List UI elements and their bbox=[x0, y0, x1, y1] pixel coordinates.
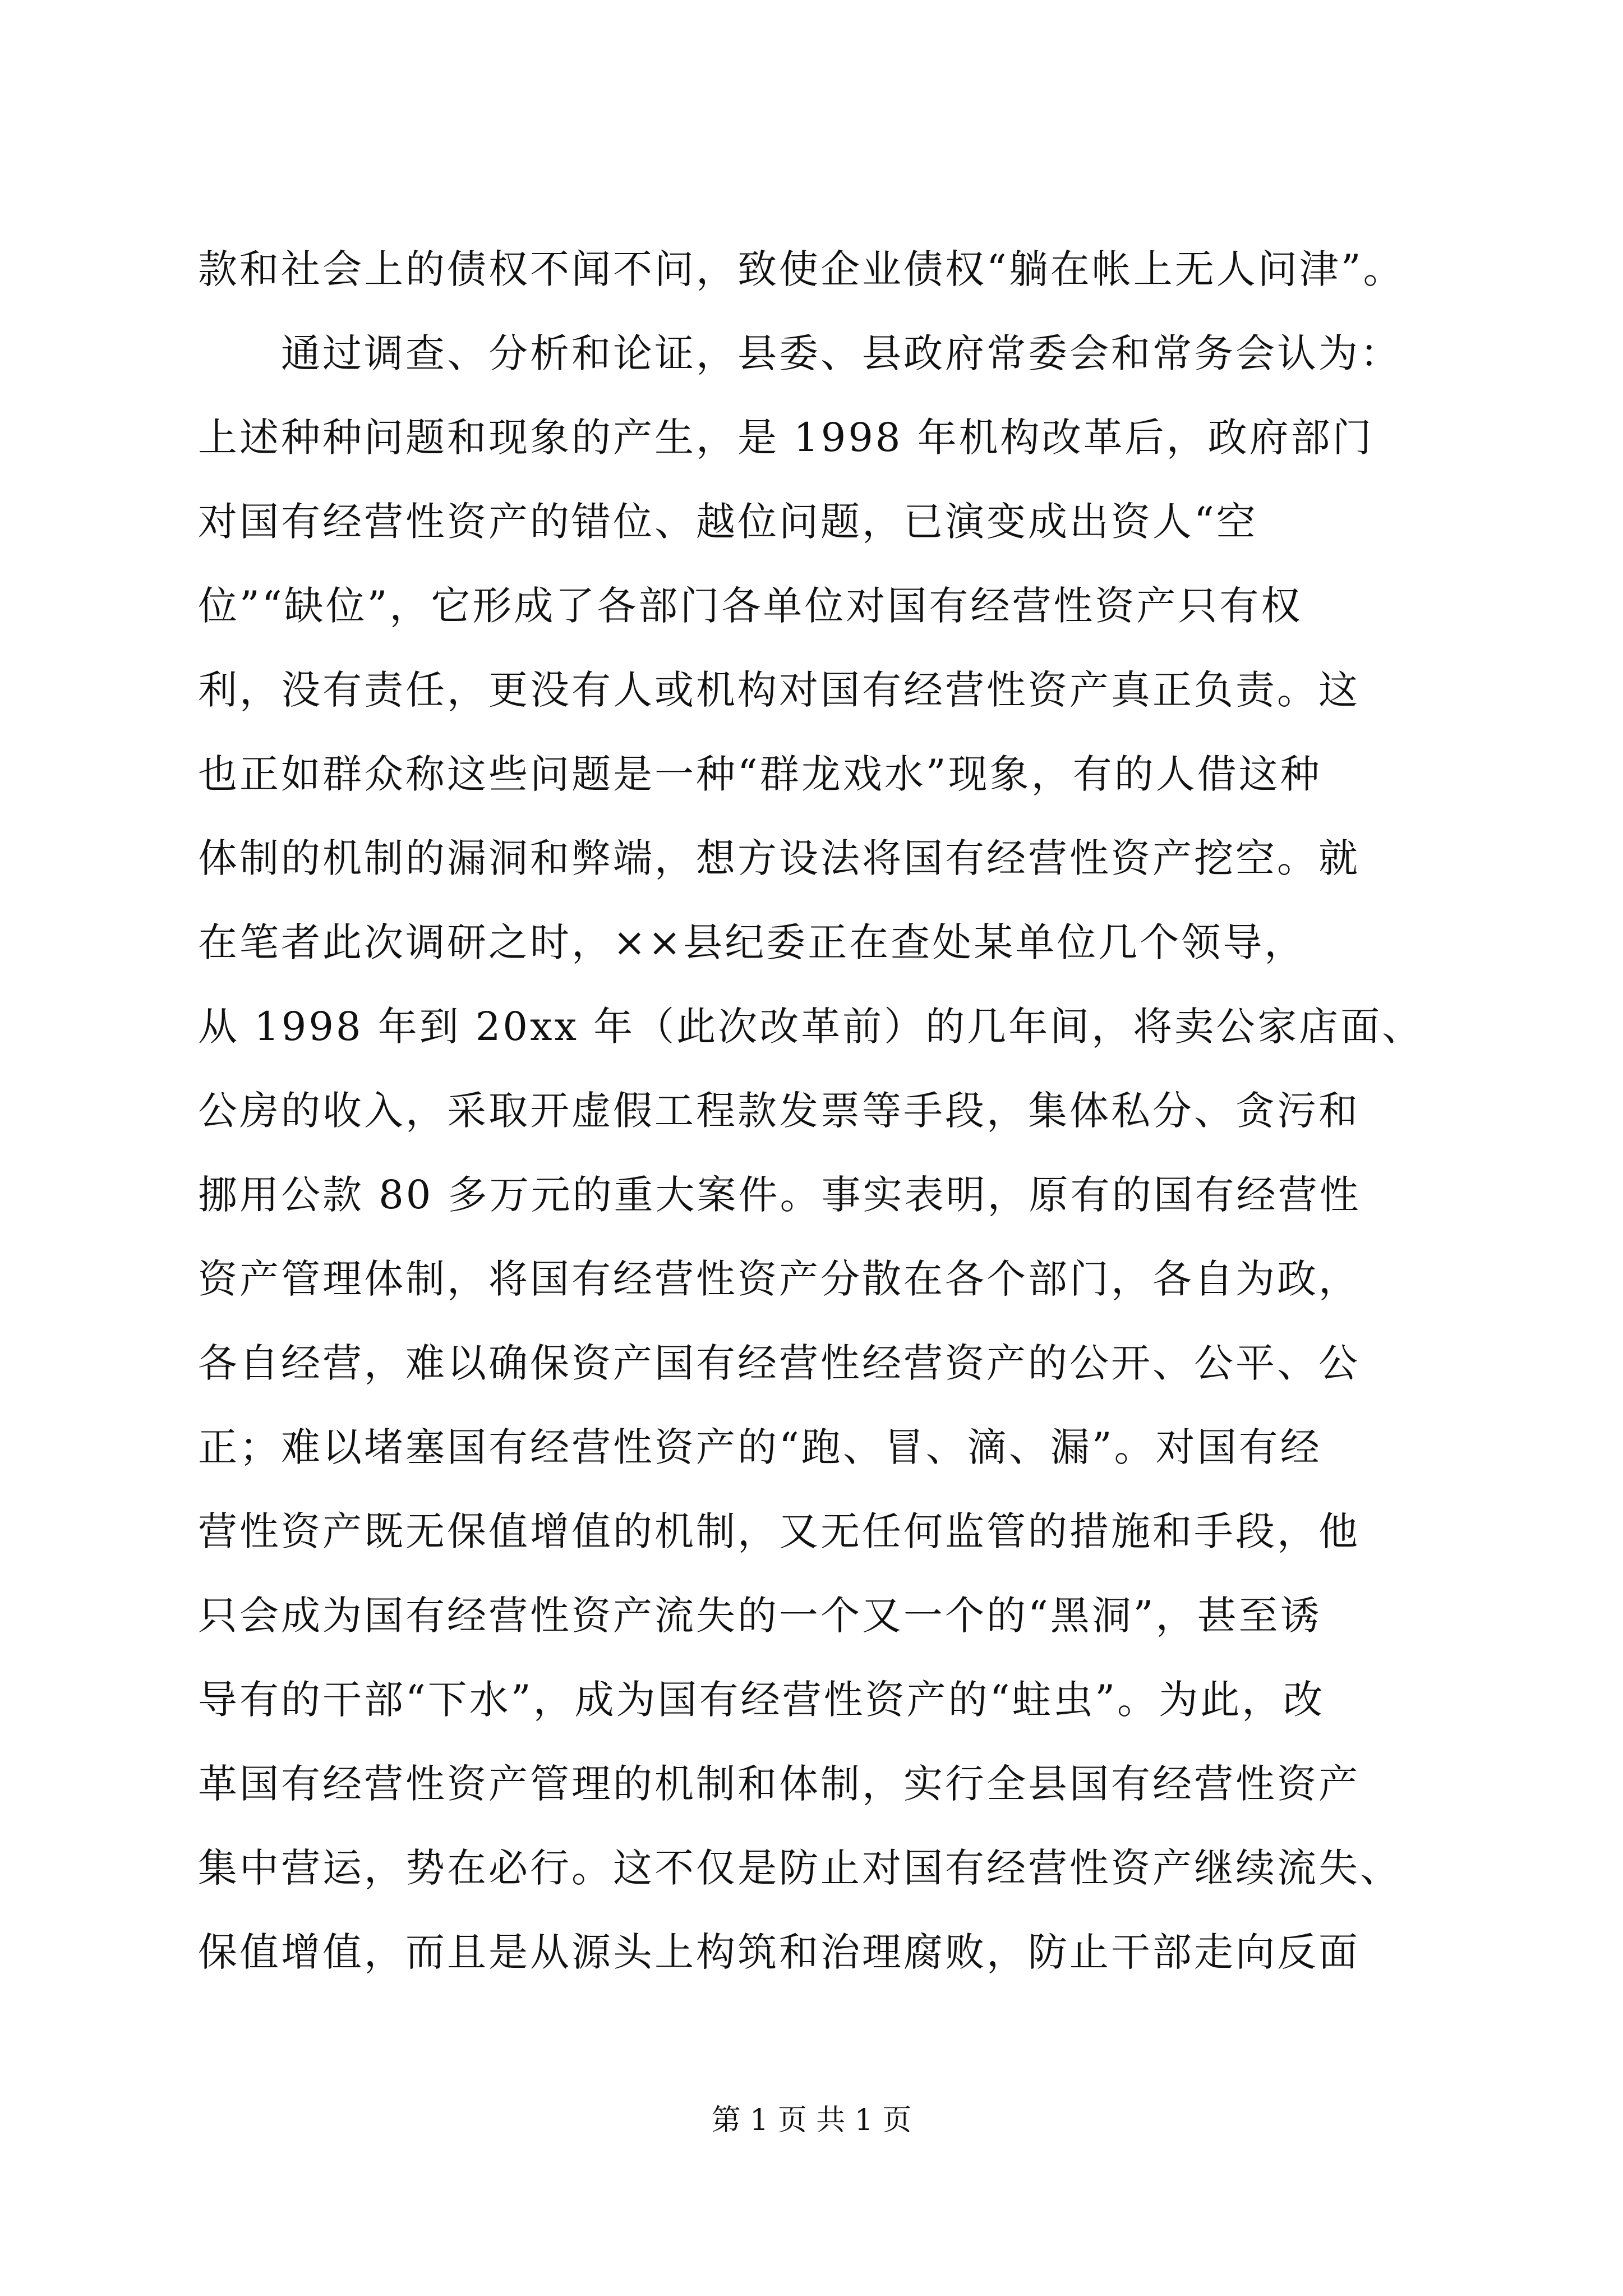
text-line: 利，没有责任，更没有人或机构对国有经营性资产真正负责。这 bbox=[198, 667, 1360, 713]
text-line: 集中营运，势在必行。这不仅是防止对国有经营性资产继续流失、 bbox=[198, 1845, 1401, 1891]
text-line: 对国有经营性资产的错位、越位问题，已演变成出资人“空 bbox=[198, 499, 1258, 545]
text-line: 革国有经营性资产管理的机制和体制，实行全县国有经营性资产 bbox=[198, 1761, 1360, 1807]
text-line: 只会成为国有经营性资产流失的一个又一个的“黑洞”，甚至诱 bbox=[198, 1593, 1322, 1639]
text-line: 体制的机制的漏洞和弊端，想方设法将国有经营性资产挖空。就 bbox=[198, 835, 1360, 881]
text-line: 公房的收入，采取开虚假工程款发票等手段，集体私分、贪污和 bbox=[198, 1088, 1360, 1134]
text-line: 通过调查、分析和论证，县委、县政府常委会和常务会认为： bbox=[198, 330, 1401, 376]
text-line: 位”“缺位”，它形成了各部门各单位对国有经营性资产只有权 bbox=[198, 583, 1303, 629]
text-line: 各自经营，难以确保资产国有经营性经营资产的公开、公平、公 bbox=[198, 1340, 1360, 1386]
body-text bbox=[198, 227, 1432, 1994]
text-line: 从 1998 年到 20xx 年（此次改革前）的几年间，将卖公家店面、 bbox=[198, 1004, 1424, 1050]
page-footer bbox=[0, 2101, 1623, 2140]
text-line: 营性资产既无保值增值的机制，又无任何监管的措施和手段，他 bbox=[198, 1508, 1360, 1554]
text-line: 导有的干部“下水”，成为国有经营性资产的“蛀虫”。为此，改 bbox=[198, 1677, 1325, 1723]
text-line: 也正如群众称这些问题是一种“群龙戏水”现象，有的人借这种 bbox=[198, 751, 1322, 797]
text-line: 在笔者此次调研之时，××县纪委正在查处某单位几个领导， bbox=[198, 919, 1306, 965]
text-line: 上述种种问题和现象的产生，是 1998 年机构改革后，政府部门 bbox=[198, 415, 1374, 461]
text-line: 挪用公款 80 多万元的重大案件。事实表明，原有的国有经营性 bbox=[198, 1172, 1361, 1218]
text-line: 保值增值，而且是从源头上构筑和治理腐败，防止干部走向反面 bbox=[198, 1929, 1360, 1975]
text-line: 资产管理体制，将国有经营性资产分散在各个部门，各自为政， bbox=[198, 1256, 1360, 1302]
text-line: 正；难以堵塞国有经营性资产的“跑、冒、滴、漏”。对国有经 bbox=[198, 1424, 1322, 1470]
text-line: 款和社会上的债权不闻不问，致使企业债权“躺在帐上无人问津”。 bbox=[198, 246, 1405, 292]
page-number: 第 1 页 共 1 页 bbox=[711, 2104, 912, 2137]
